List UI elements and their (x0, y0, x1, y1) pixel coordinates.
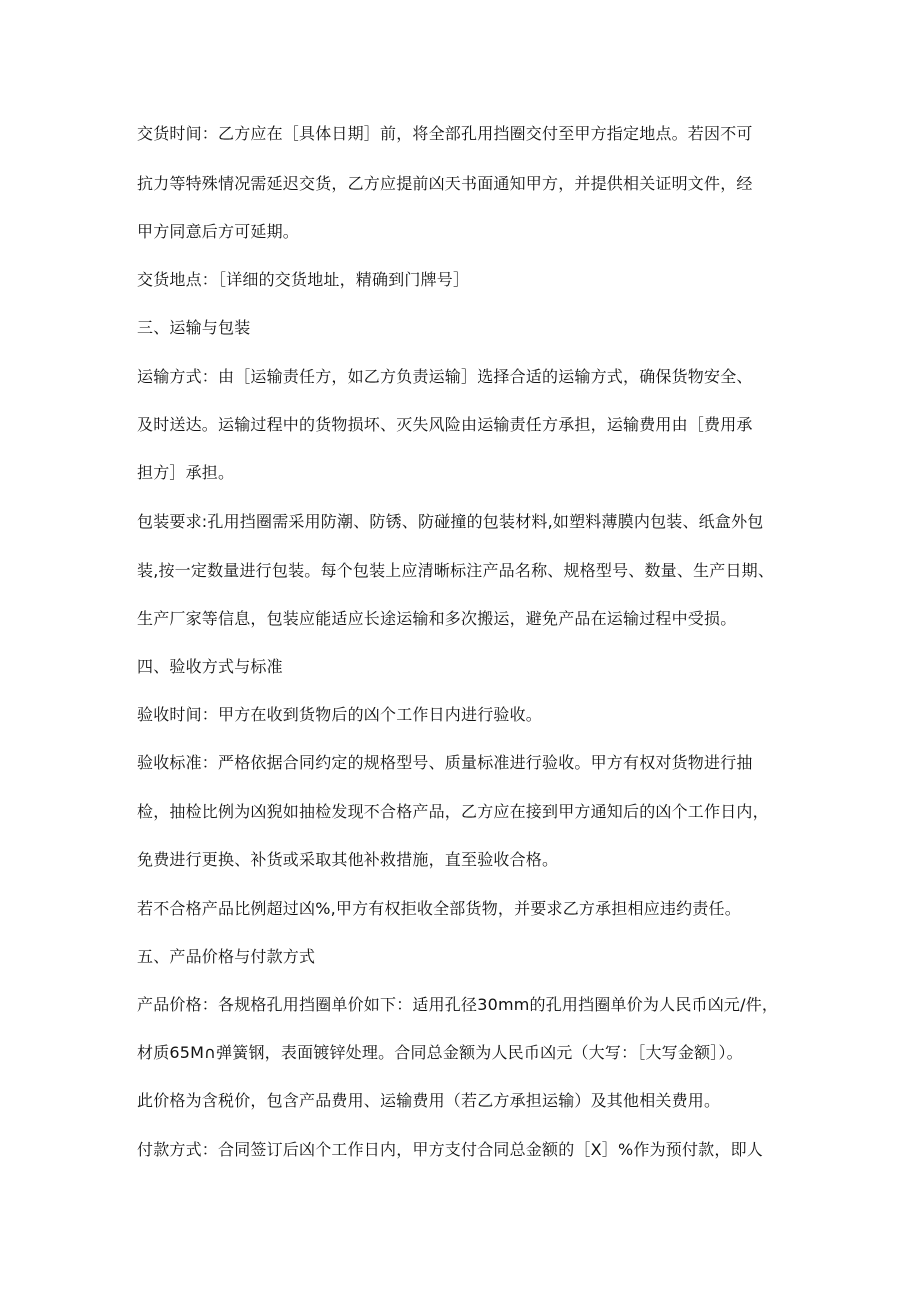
product-price-line-3: 此价格为含税价，包含产品费用、运输费用（若乙方承担运输）及其他相关费用。 (137, 1091, 721, 1110)
rejection-clause-line: 若不合格产品比例超过凶%,甲方有权拒收全部货物，并要求乙方承担相应违约责任。 (137, 899, 741, 918)
transport-method-line-1: 运输方式：由［运输责任方，如乙方负责运输］选择合适的运输方式，确保货物安全、 (137, 367, 753, 386)
packaging-line-2: 装,按一定数量进行包装。每个包装上应清晰标注产品名称、规格型号、数量、生产日期、 (137, 561, 775, 580)
section-heading-price-payment: 五、产品价格与付款方式 (137, 947, 316, 966)
transport-method-line-2: 及时送达。运输过程中的货物损坏、灭失风险由运输责任方承担，运输费用由［费用承 (137, 415, 753, 434)
packaging-line-1: 包装要求:孔用挡圈需采用防潮、防锈、防碰撞的包装材料,如塑料薄膜内包装、纸盒外包 (137, 512, 764, 531)
product-price-line-2: 材质65M∩弹簧钢，表面镀锌处理。合同总金额为人民币凶元（大写：［大写金额］）。 (137, 1043, 743, 1062)
acceptance-standard-line-1: 验收标准：严格依据合同约定的规格型号、质量标准进行验收。甲方有权对货物进行抽 (137, 753, 753, 772)
acceptance-standard-line-2: 检，抽检比例为凶猊如抽检发现不合格产品，乙方应在接到甲方通知后的凶个工作日内， (137, 802, 769, 821)
packaging-line-3: 生产厂家等信息，包装应能适应长途运输和多次搬运，避免产品在运输过程中受损。 (137, 609, 737, 628)
delivery-time-line-3: 甲方同意后方可延期。 (137, 222, 300, 241)
payment-method-line-1: 付款方式：合同签订后凶个工作日内，甲方支付合同总金额的［X］%作为预付款，即人 (137, 1140, 763, 1159)
transport-method-line-3: 担方］承担。 (137, 463, 235, 482)
section-heading-acceptance: 四、验收方式与标准 (137, 657, 283, 676)
delivery-location-line: 交货地点：［详细的交货地址，精确到门牌号］ (137, 270, 470, 289)
delivery-time-line-2: 抗力等特殊情况需延迟交货，乙方应提前凶天书面通知甲方，并提供相关证明文件，经 (137, 174, 753, 193)
delivery-time-line-1: 交货时间：乙方应在［具体日期］前，将全部孔用挡圈交付至甲方指定地点。若因不可 (137, 124, 753, 143)
product-price-line-1: 产品价格：各规格孔用挡圈单价如下：适用孔径30mm的孔用挡圈单价为人民币凶元/件， (137, 995, 779, 1014)
acceptance-time-line: 验收时间：甲方在收到货物后的凶个工作日内进行验收。 (137, 705, 543, 724)
acceptance-standard-line-3: 免费进行更换、补货或采取其他补救措施，直至验收合格。 (137, 850, 559, 869)
section-heading-transport: 三、运输与包装 (137, 318, 251, 337)
